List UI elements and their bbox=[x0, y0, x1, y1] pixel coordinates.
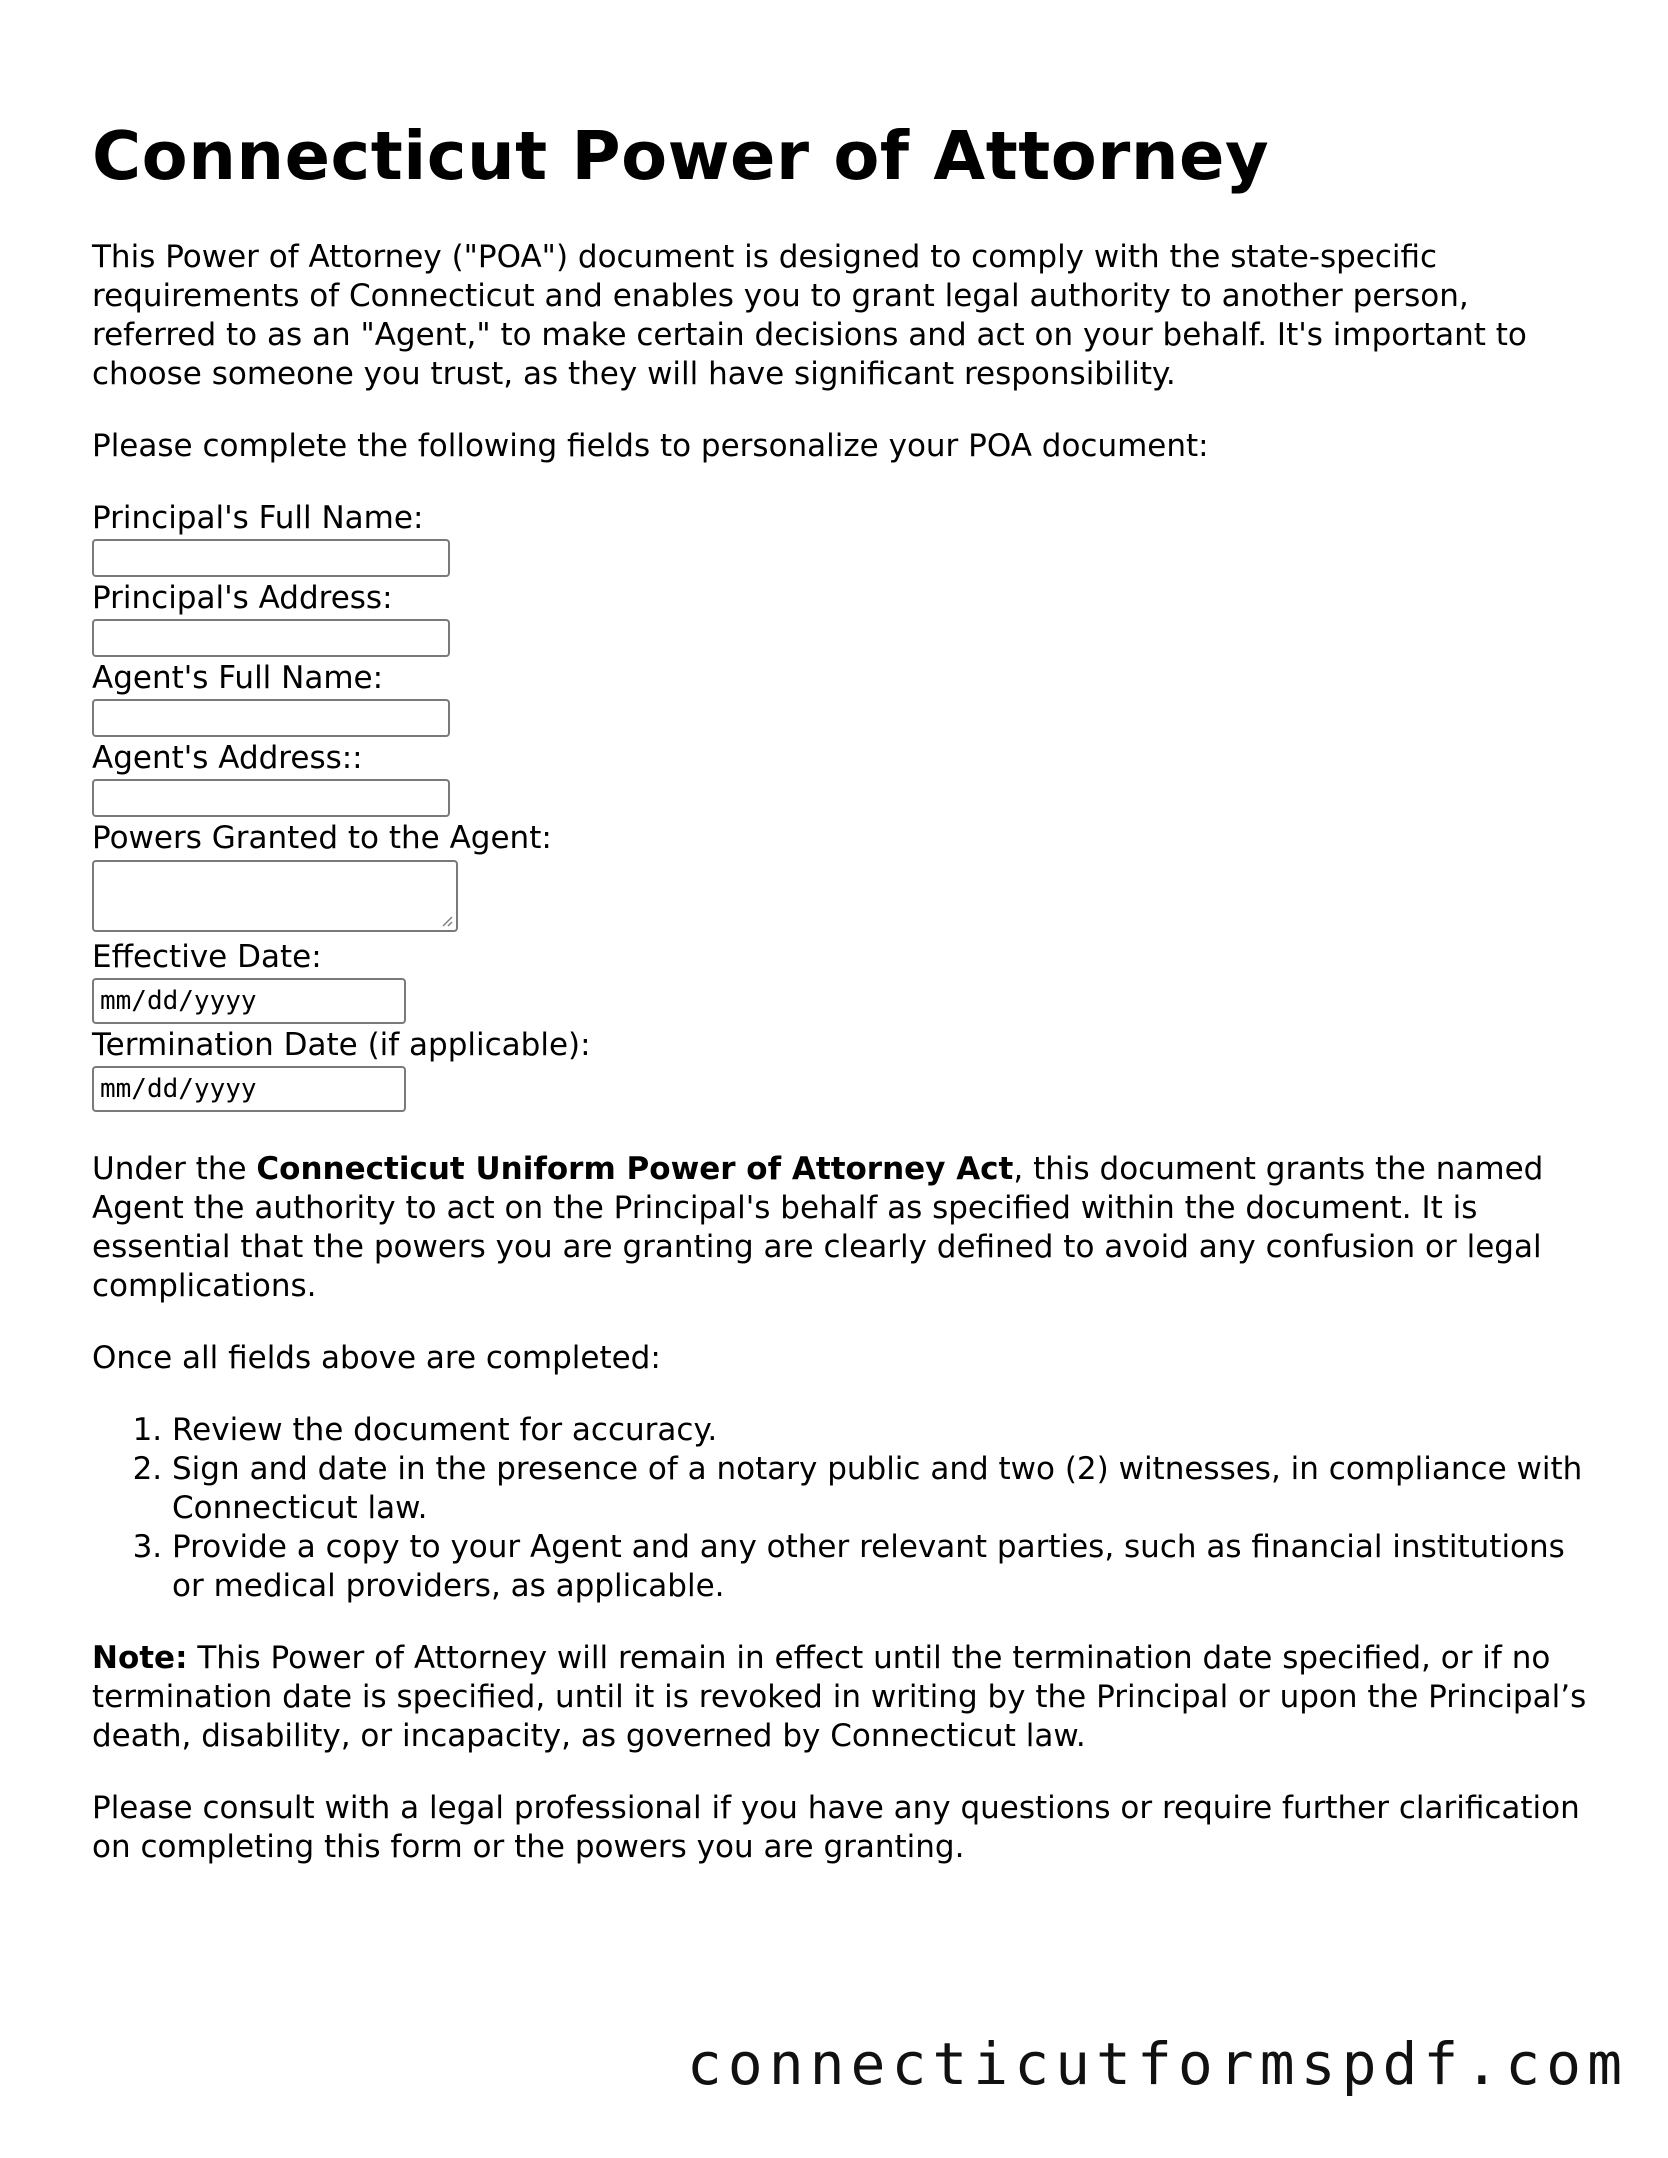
agent-name-label: Agent's Full Name: bbox=[92, 660, 384, 696]
list-item: 2. Sign and date in the presence of a notary public and two (2) witnesses, in compliance with Connecticut law. bbox=[172, 1450, 1592, 1528]
site-watermark: connecticutformspdf.com bbox=[686, 2030, 1628, 2098]
act-prefix: Under the bbox=[92, 1151, 257, 1187]
principal-name-input[interactable] bbox=[92, 539, 450, 577]
list-item: 1. Review the document for accuracy. bbox=[172, 1411, 1592, 1450]
agent-address-input[interactable] bbox=[92, 779, 450, 817]
principal-address-input[interactable] bbox=[92, 619, 450, 657]
resize-grip-icon[interactable] bbox=[441, 915, 453, 927]
effective-date-placeholder: mm/dd/yyyy bbox=[100, 986, 257, 1016]
poa-form bbox=[92, 499, 1592, 1112]
effective-date-label: Effective Date: bbox=[92, 939, 322, 975]
powers-granted-textarea[interactable] bbox=[92, 860, 458, 932]
steps-intro: Once all fields above are completed: bbox=[92, 1340, 661, 1376]
closing-paragraph: Please consult with a legal professional if you have any questions or require further clarification on completing this form or the powers you are granting. bbox=[92, 1790, 1580, 1865]
effective-date-input[interactable] bbox=[92, 978, 406, 1024]
act-name: Connecticut Uniform Power of Attorney Act bbox=[256, 1151, 1014, 1187]
agent-name-input[interactable] bbox=[92, 699, 450, 737]
fields-prompt: Please complete the following fields to personalize your POA document: bbox=[92, 428, 1209, 464]
termination-date-placeholder: mm/dd/yyyy bbox=[100, 1074, 257, 1104]
steps-list bbox=[92, 1411, 1592, 1606]
document-page bbox=[92, 0, 1592, 1867]
agent-address-label: Agent's Address:: bbox=[92, 740, 363, 776]
note-label: Note: bbox=[92, 1640, 188, 1676]
note-text: This Power of Attorney will remain in effect until the termination date specified, or if no termination date is specified, until it is revoked in writing by the Principal or upon the Principal’s death, disability, or incapacity, as governed by Connecticut law. bbox=[92, 1640, 1587, 1754]
act-paragraph bbox=[92, 1150, 1592, 1306]
principal-address-label: Principal's Address: bbox=[92, 580, 393, 616]
principal-name-label: Principal's Full Name: bbox=[92, 500, 424, 536]
intro-paragraph: This Power of Attorney ("POA") document is designed to comply with the state-specific requirements of Connecticut and enables you to grant legal authority to another person, referred to as an "Agent," to make certain decisions and act on your behalf. It's important to choose someone you trust, as they will have significant responsibility. bbox=[92, 239, 1527, 392]
powers-granted-label: Powers Granted to the Agent: bbox=[92, 820, 552, 856]
page-title: Connecticut Power of Attorney bbox=[92, 117, 1270, 195]
termination-date-label: Termination Date (if applicable): bbox=[92, 1027, 591, 1063]
act-suffix: , this document grants the named Agent the authority to act on the Principal's behalf as specified within the document. It is essential that the powers you are granting are clearly defined to avoid any confusion or legal complications. bbox=[92, 1151, 1544, 1304]
list-item: 3. Provide a copy to your Agent and any other relevant parties, such as financial institutions or medical providers, as applicable. bbox=[172, 1528, 1592, 1606]
note-paragraph bbox=[92, 1639, 1592, 1756]
termination-date-input[interactable] bbox=[92, 1066, 406, 1112]
